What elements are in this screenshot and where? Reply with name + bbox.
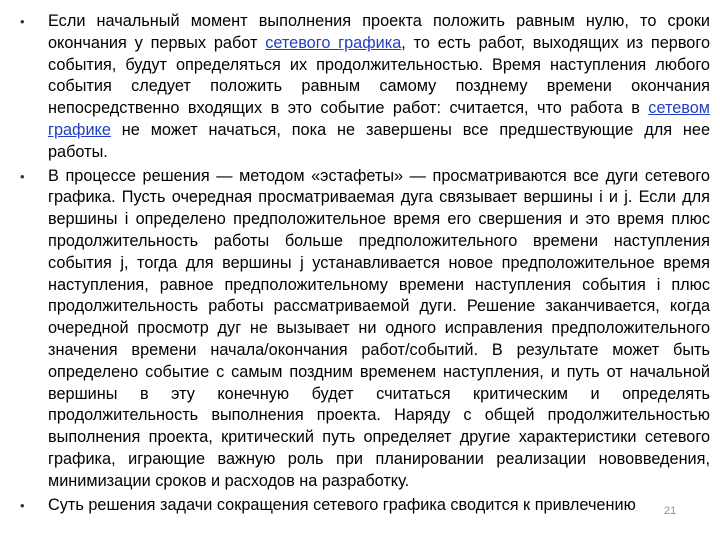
bullet-marker: • — [20, 497, 25, 513]
text-segment: Если начальный момент выполнения проекта положить равным нулю, то сроки окончания у первых работ — [48, 12, 710, 52]
bullet-item-project-start — [20, 11, 710, 164]
text-segment: , то есть работ, выходящих из первого события, будут определяться их продолжительностью. Время наступления любого события следует положить равным самому позднему времени окончания непосредственно входящих в это событие работ: считается, что работа в — [48, 33, 711, 118]
text-segment: не может начаться, пока не завершены все предшествующие для нее работы. — [48, 120, 710, 161]
bullet-item-reduction — [20, 495, 710, 517]
bullet-marker: • — [20, 14, 25, 29]
network-graph-link-2[interactable]: сетевом графике — [48, 99, 710, 139]
bullet-text — [48, 11, 710, 164]
bullet-item-relay-method — [20, 166, 710, 493]
page-number: 21 — [664, 505, 677, 517]
bullet-text: Суть решения задачи сокращения сетевого графика сводится к привлечению — [48, 495, 636, 514]
bullet-list — [20, 11, 710, 518]
bullet-text: В процессе решения — методом «эстафеты» — просматриваются все дуги сетевого графика. Пусть очередная просматриваемая дуга связывает вершины i и j. Если для вершины i определено предположительное время его свершения и это время плюс продолжительность работы больше предположительного времени наступления события j, тогда для вершины j устанавливается новое предположительное время наступления, равное предположительному времени наступления события i плюс продолжительность работы рассматриваемой дуги. Решение заканчивается, когда очередной просмотр дуг не вызывает ни одного исправления предположительного значения времени начала/окончания работ/событий. В результате может быть определено событие с самым поздним временем наступления, и путь от начальной вершины в эту конечную будет считаться критическим и определять продолжительность выполнения проекта. Наряду с общей продолжительностью выполнения проекта, критический путь определяет другие характеристики сетевого графика, играющие важную роль при планировании реализации нововведения, минимизации сроков и расходов на разработку. — [48, 166, 710, 490]
bullet-marker: • — [20, 168, 25, 184]
network-graph-link[interactable]: сетевого графика — [265, 33, 402, 52]
